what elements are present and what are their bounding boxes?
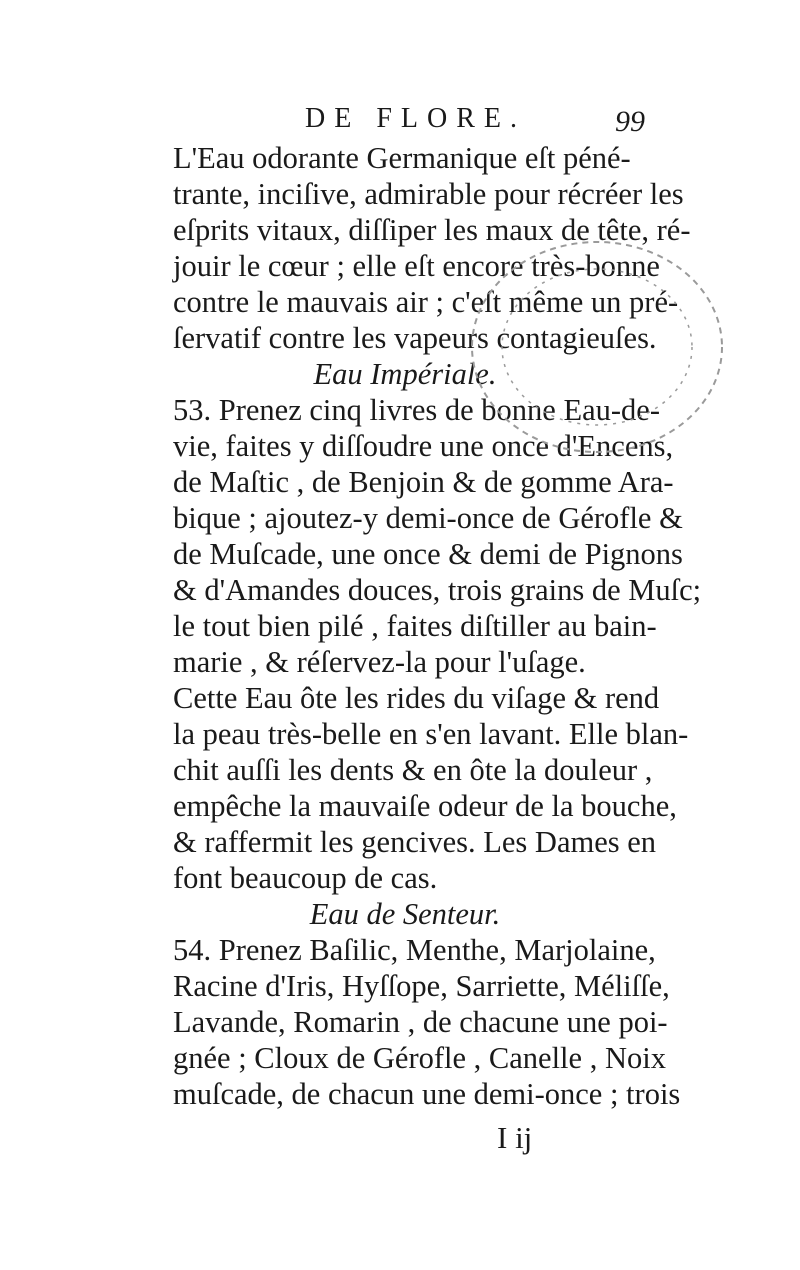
- text-line: vie, faites y diſſoudre une once d'Encens,: [173, 429, 674, 463]
- text-line: Racine d'Iris, Hyſſope, Sarriette, Méliſſe,: [173, 969, 670, 1003]
- text-line: Lavande, Romarin , de chacune une poi-: [173, 1005, 668, 1039]
- library-stamp: [462, 232, 732, 462]
- text-line: de Muſcade, une once & demi de Pignons: [173, 537, 683, 571]
- text-line: marie , & réſervez-la pour l'uſage.: [173, 645, 586, 679]
- running-head: DE FLORE.: [305, 103, 526, 134]
- section-heading-eau-de-senteur: Eau de Senteur.: [309, 897, 501, 931]
- text-line: & d'Amandes douces, trois grains de Muſc;: [173, 573, 702, 607]
- page-number: 99: [615, 105, 645, 138]
- text-line: 53. Prenez cinq livres de bonne Eau-de-: [173, 393, 660, 427]
- text-line: Cette Eau ôte les rides du viſage & rend: [173, 681, 660, 715]
- text-line: eſprits vitaux, diſſiper les maux de tête, ré-: [173, 213, 691, 247]
- paragraph-effects: [135, 680, 689, 896]
- text-line: ſervatif contre les vapeurs contagieuſes.: [173, 321, 657, 355]
- text-line: la peau très-belle en s'en lavant. Elle blan-: [173, 717, 689, 751]
- section-heading-eau-imperiale: Eau Impériale.: [313, 357, 497, 391]
- page-header: [0, 103, 800, 143]
- text-line: L'Eau odorante Germanique eſt péné-: [173, 141, 631, 175]
- text-line: de Maſtic , de Benjoin & de gomme Ara-: [173, 465, 674, 499]
- paragraph-recipe-54: [135, 932, 681, 1112]
- text-line: chit auſſi les dents & en ôte la douleur ,: [173, 753, 653, 787]
- text-line: empêche la mauvaiſe odeur de la bouche,: [173, 789, 677, 823]
- text-line: & raffermit les gencives. Les Dames en: [173, 825, 657, 859]
- text-line: jouir le cœur ; elle eſt encore très-bonne: [173, 249, 660, 283]
- text-line: 54. Prenez Baſilic, Menthe, Marjolaine,: [173, 933, 656, 967]
- signature-mark: I ij: [497, 1120, 533, 1155]
- text-line: bique ; ajoutez-y demi-once de Gérofle &: [173, 501, 683, 535]
- text-line: font beaucoup de cas.: [173, 861, 438, 895]
- text-line: gnée ; Cloux de Gérofle , Canelle , Noix: [173, 1041, 666, 1075]
- text-line: muſcade, de chacun une demi-once ; trois: [173, 1077, 681, 1111]
- text-line: contre le mauvais air ; c'eſt même un pré-: [173, 285, 679, 319]
- text-line: le tout bien pilé , faites diſtiller au bain-: [173, 609, 657, 643]
- text-line: trante, inciſive, admirable pour récréer les: [173, 177, 684, 211]
